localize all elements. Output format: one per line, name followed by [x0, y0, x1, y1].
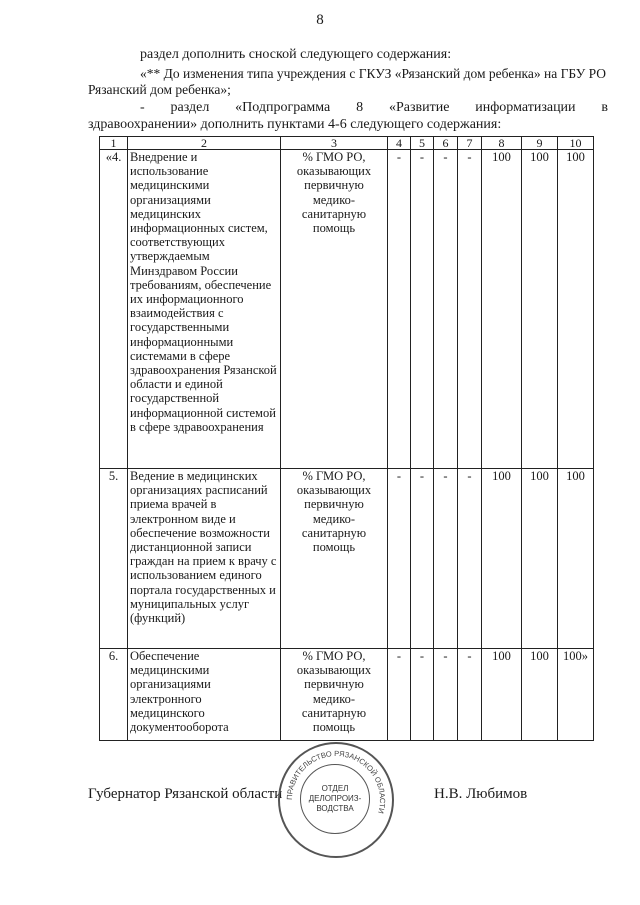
indicator-unit: % ГМО РО, оказывающих первичную медико-санитарную помощь [281, 150, 388, 469]
signature-position: Губернатор Рязанской области [88, 786, 283, 802]
column-header: 5 [411, 137, 434, 150]
activity-name: Внедрение и использование медицинскими организациями медицинских информационных систем, соответствующих утверждаемым Минздравом России требованиям, обеспечение их информационного взаимодействия с государственными информационными системами в сфере здравоохранения Рязанской области и единой государственной информационной системой в сфере здравоохранения [128, 150, 281, 469]
intro-line-2: «** До изменения типа учреждения с ГКУЗ «Рязанский дом ребенка» на ГБУ РО [140, 66, 607, 81]
value-cell: - [388, 469, 411, 649]
value-cell: 100 [522, 150, 558, 469]
row-number: 6. [100, 649, 128, 741]
column-header: 4 [388, 137, 411, 150]
value-cell: - [434, 649, 458, 741]
value-cell: 100 [522, 649, 558, 741]
value-cell: - [388, 150, 411, 469]
column-header: 2 [128, 137, 281, 150]
column-header: 8 [482, 137, 522, 150]
value-cell: - [458, 150, 482, 469]
indicator-unit: % ГМО РО, оказывающих первичную медико-санитарную помощь [281, 649, 388, 741]
value-cell: - [458, 649, 482, 741]
column-header: 7 [458, 137, 482, 150]
table-row [100, 649, 594, 741]
page-number: 8 [316, 12, 324, 28]
value-cell: 100 [558, 469, 594, 649]
column-header: 3 [281, 137, 388, 150]
value-cell: - [411, 649, 434, 741]
signature-name: Н.В. Любимов [434, 786, 528, 802]
value-cell: - [434, 150, 458, 469]
intro-line-1: раздел дополнить сноской следующего содержания: [140, 47, 452, 62]
column-header: 9 [522, 137, 558, 150]
value-cell: - [411, 469, 434, 649]
stamp-center-text: ОТДЕЛ ДЕЛОПРОИЗ-ВОДСТВА [300, 764, 370, 834]
value-cell: 100 [482, 469, 522, 649]
activity-name: Обеспечение медицинскими организациями электронного медицинского документооборота [128, 649, 281, 741]
value-cell: - [434, 469, 458, 649]
value-cell: 100 [558, 150, 594, 469]
indicator-unit: % ГМО РО, оказывающих первичную медико-санитарную помощь [281, 469, 388, 649]
value-cell: 100 [482, 150, 522, 469]
value-cell: 100 [522, 469, 558, 649]
table-row [100, 150, 594, 469]
official-stamp [278, 742, 394, 858]
value-cell: - [411, 150, 434, 469]
table-header-row [100, 137, 594, 150]
column-header: 1 [100, 137, 128, 150]
value-cell: 100 [482, 649, 522, 741]
subprogram-table [99, 136, 594, 741]
intro-line-4: - раздел «Подпрограмма 8 «Развитие информатизации в [140, 100, 608, 115]
table-row [100, 469, 594, 649]
column-header: 10 [558, 137, 594, 150]
stamp-ring-text: ПРАВИТЕЛЬСТВО РЯЗАНСКОЙ ОБЛАСТИ [284, 748, 388, 815]
intro-line-5: здравоохранении» дополнить пунктами 4-6 следующего содержания: [88, 117, 502, 132]
value-cell: - [458, 469, 482, 649]
activity-name: Ведение в медицинских организациях расписаний приема врачей в электронном виде и обеспечение возможности дистанционной записи граждан на прием к врачу с использованием единого портала государственных и муниципальных услуг (функций) [128, 469, 281, 649]
value-cell: - [388, 649, 411, 741]
column-header: 6 [434, 137, 458, 150]
row-number: «4. [100, 150, 128, 469]
row-number: 5. [100, 469, 128, 649]
intro-line-3: Рязанский дом ребенка»; [88, 82, 231, 97]
value-cell: 100» [558, 649, 594, 741]
